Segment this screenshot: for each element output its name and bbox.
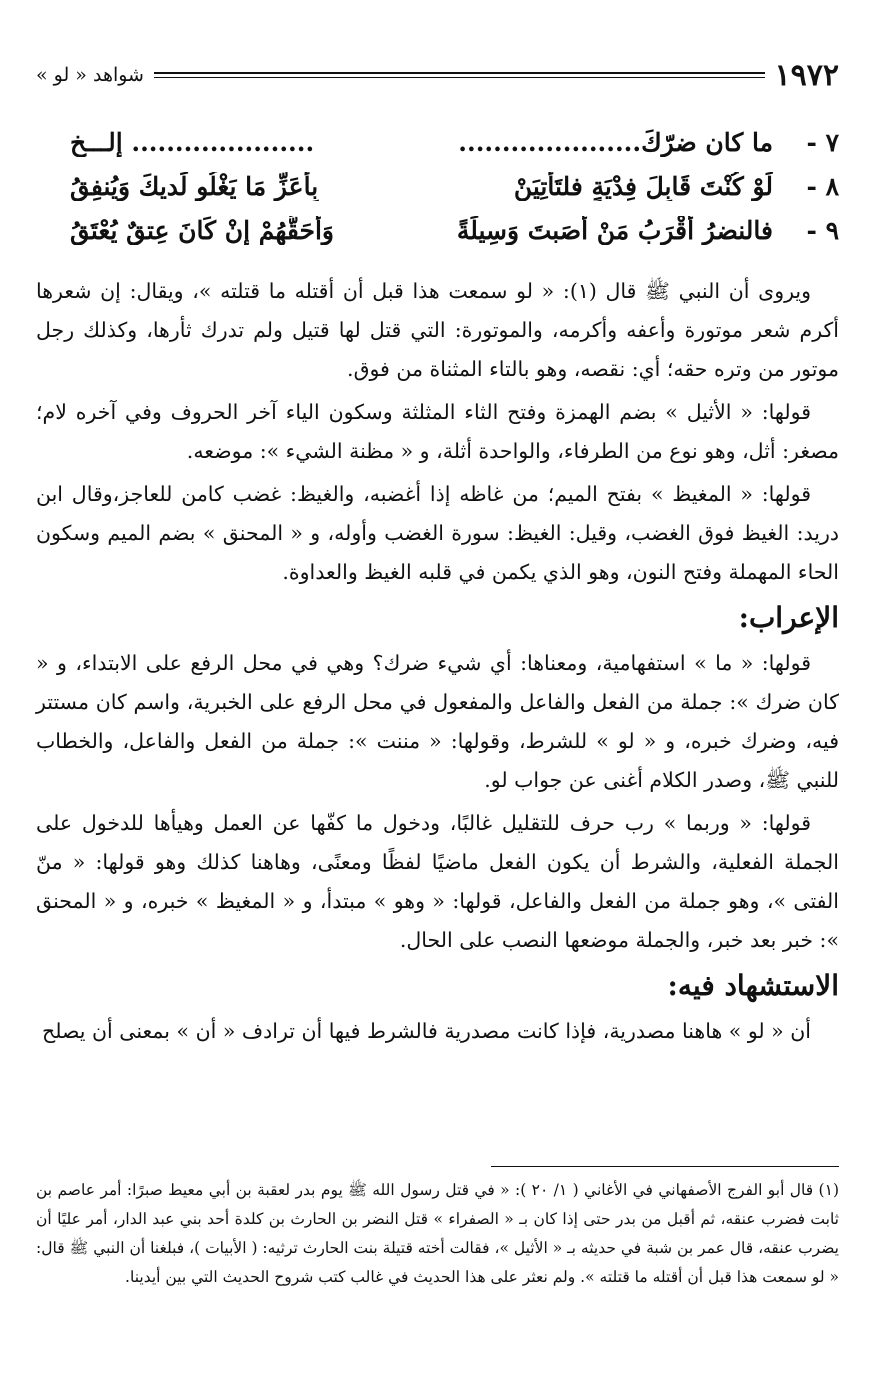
paragraph-istishhad: أن « لو » هاهنا مصدرية، فإذا كانت مصدرية فالشرط فيها أن ترادف « أن » بمعنى أن يصلح [41, 1019, 811, 1043]
verse-line [70, 172, 839, 216]
verse-number: ٧ - [806, 128, 839, 157]
paragraph-narration: ويروى أن النبي ﷺ قال (١): « لو سمعت هذا قبل أن أقتله ما قتلته »، ويقال: إن شعرها أكرم شعر موتورة وأعفه وأكرمه، والموتورة: التي قتل لها قتيل ولم تدرك ثأرها، وكذلك رجل موتور من وتره حقه؛ أي: نقصه، وهو بالتاء المثناة من فوق. [36, 279, 839, 381]
paragraph-mughiz: قولها: « المغيظ » بفتح الميم؛ من غاظه إذا أغضبه، والغيظ: غضب كامن للعاجز،وقال ابن دريد: الغيظ فوق الغضب، وقيل: الغيظ: سورة الغضب وأوله، و « المحنق » بضم الميم وسكون الحاء المهملة وفتح النون، وهو الذي يكمن في قلبه الغيظ والعداوة. [36, 482, 839, 584]
poem-verses [70, 128, 839, 260]
verse-number: ٩ - [806, 216, 839, 245]
paragraph-irab-ma: قولها: « ما » استفهامية، ومعناها: أي شيء ضرك؟ وهي في محل الرفع على الابتداء، و « كان ضرك »: جملة من الفعل والفاعل والمفعول في محل الرفع على الخبرية، واسم كان مستتر فيه، وضرك خبره، و « لو » للشرط، وقولها: « مننت »: جملة من الفعل والفاعل، والخطاب للنبي ﷺ، وصدر الكلام أغنى عن جواب لو. [36, 651, 839, 792]
verse-number: ٨ - [806, 172, 839, 201]
verse-first-hemistich: ما كان ضرّكَ..................... [458, 128, 773, 157]
verse-line [70, 128, 839, 172]
footnote-1: (١) قال أبو الفرج الأصفهاني في الأغاني ( ١/ ٢٠ ): « في قتل رسول الله ﷺ يوم بدر لعقبة بن أبي معيط صبرًا: أمر عاصم بن ثابت فضرب عنقه، ثم أقبل من بدر حتى إذا كان بـ « الصفراء » قتل النضر بن الحارث بن كلدة أحد بني عبد الدار، أمر عليًا أن يضرب عنقه، قال عمر بن شبة في حديثه بـ « الأثيل »، فقالت أخته قتيلة بنت الحارث ترثيه: ( الأبيات )، فبلغنا أن النبي ﷺ قال: « لو سمعت هذا قبل أن أقتله ما قتلته ». ولم نعثر على هذا الحديث في غالب كتب شروح الحديث التي بين أيدينا. [36, 1181, 839, 1286]
verse-first-hemistich: لَوْ كُنْتَ قَابِلَ فِدْيَةٍ فلتَأْتِيَنْ [513, 172, 773, 201]
footnotes [36, 1176, 839, 1292]
page-number: ١٩٧٢ [774, 57, 839, 93]
verse-second-hemistich: ..................... إلـــخ [70, 128, 315, 157]
main-text [36, 272, 839, 1055]
paragraph-athil: قولها: « الأثيل » بضم الهمزة وفتح الثاء المثلثة وسكون الياء آخر الحروف وفي آخره لام؛ مصغر: أثل، وهو نوع من الطرفاء، والواحدة أثلة، و « مظنة الشيء »: موضعه. [36, 400, 839, 463]
paragraph-irab-rubbama: قولها: « وربما » رب حرف للتقليل غالبًا، ودخول ما كفّها عن العمل وهيأها للدخول على الجملة الفعلية، والشرط أن يكون الفعل ماضيًا لفظًا ومعنًى، وهاهنا كذلك وهو قولها: « منّ الفتى »، وهو جملة من الفعل والفاعل، قولها: « وهو » مبتدأ، و « المغيظ » خبره، و « المحنق »: خبر بعد خبر، والجملة موضعها النصب على الحال. [36, 811, 839, 952]
page-header [36, 56, 839, 94]
running-head: شواهد « لو » [36, 64, 144, 86]
section-heading-irab: الإعراب: [738, 601, 839, 634]
verse-second-hemistich: بِأعَزِّ مَا يَغْلُو لَديكَ وَيُنفِقُ [70, 172, 319, 201]
header-rule [154, 72, 765, 78]
footnote-divider [491, 1166, 839, 1167]
section-heading-istishhad: الاستشهاد فيه: [667, 969, 839, 1002]
verse-second-hemistich: وَأَحَقُّهُمْ إِنْ كَانَ عِتقٌ يُعْتَقُ [70, 216, 335, 245]
verse-line [70, 216, 839, 260]
verse-first-hemistich: فالنضرُ أَقْرَبُ مَنْ أَصَبتَ وَسِيلَةً [456, 216, 773, 245]
